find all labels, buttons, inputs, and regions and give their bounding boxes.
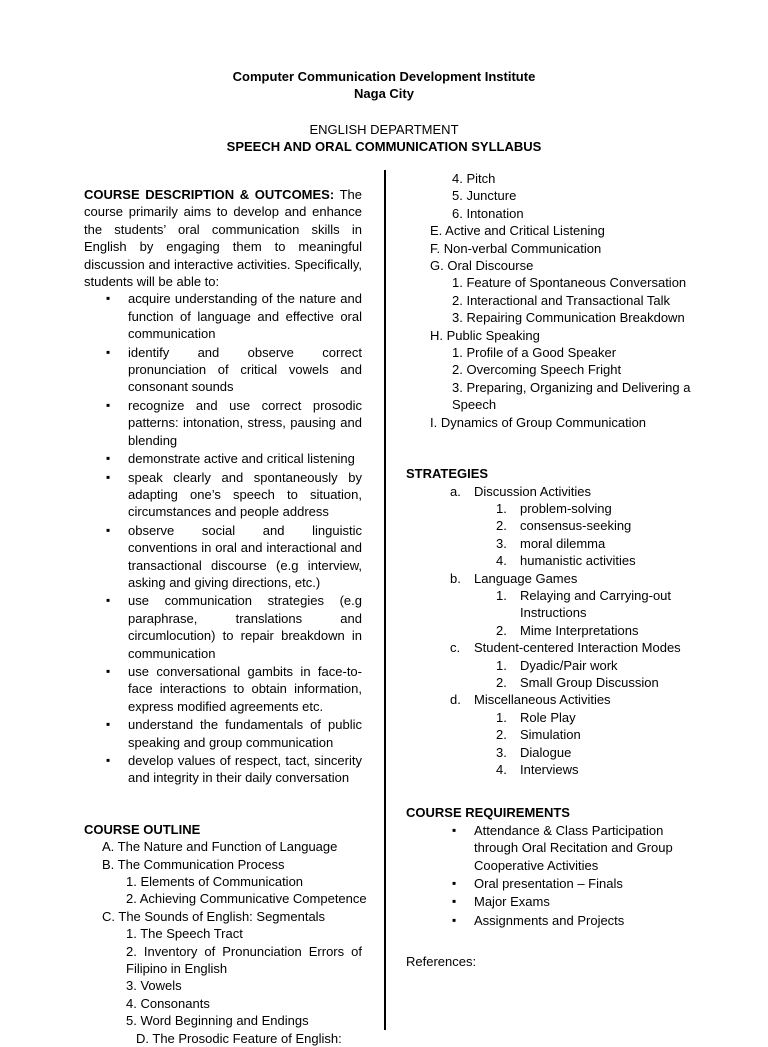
requirement-item: ▪ Attendance & Class Participation through Oral Recitation and Group Cooperative Activities [406, 822, 696, 874]
strategies-heading: STRATEGIES [406, 466, 489, 482]
outcome-item: ▪ develop values of respect, tact, sincerity and integrity in their daily conversation [84, 752, 362, 787]
syllabus-title: SPEECH AND ORAL COMMUNICATION SYLLABUS [226, 139, 542, 154]
course-description [84, 186, 362, 290]
outcomes-list [84, 290, 362, 786]
strategy-item: 2. Mime Interpretations [496, 622, 639, 638]
strategy-item: 1. Dyadic/Pair work [496, 657, 618, 673]
references-label: References: [406, 954, 477, 970]
outcome-item: ▪ recognize and use correct prosodic patterns: intonation, stress, pausing and blending [84, 397, 362, 449]
outcome-item: ▪ use conversational gambits in face-to-face interactions to obtain information, express modified agreements etc. [84, 663, 362, 715]
outcome-item: ▪ identify and observe correct pronunciation of critical vowels and consonant sounds [84, 344, 362, 396]
outline-item: 6. Intonation [452, 205, 524, 221]
outline-item: C. The Sounds of English: Segmentals [102, 908, 326, 924]
strategy-item: 4. Interviews [496, 762, 579, 777]
requirements-section [406, 804, 706, 929]
strategy-item: 1. Relaying and Carrying-out Instructions [496, 587, 672, 621]
outcome-item: ▪ speak clearly and spontaneously by adapting one’s speech to situation, circumstances and people address [84, 469, 362, 521]
description-heading: COURSE DESCRIPTION & OUTCOMES: [84, 187, 335, 202]
outcome-item: ▪ acquire understanding of the nature and function of language and effective oral communication [84, 290, 362, 342]
right-column [406, 170, 706, 971]
outline-item: E. Active and Critical Listening [430, 223, 605, 239]
institute-name: Computer Communication Development Institute [232, 69, 536, 84]
outline-item: B. The Communication Process [102, 856, 285, 872]
strategy-item: 2. Simulation [496, 727, 581, 743]
outline-item: G. Oral Discourse [430, 258, 534, 274]
outline-heading: COURSE OUTLINE [84, 821, 201, 837]
strategy-group: b. Language Games [450, 570, 578, 586]
strategy-item: 3. Dialogue [496, 744, 572, 760]
department-name: ENGLISH DEPARTMENT [309, 122, 459, 137]
strategy-item: 1. Role Play [496, 709, 576, 725]
strategy-item: 2. consensus-seeking [496, 518, 632, 534]
outline-item: I. Dynamics of Group Communication [430, 414, 647, 430]
outline-item: 2. Inventory of Pronunciation Errors of Filipino in English [126, 943, 362, 977]
outline-item: 4. Pitch [452, 171, 496, 186]
outline-item: A. The Nature and Function of Language [102, 839, 338, 855]
strategy-item: 1. problem-solving [496, 500, 612, 516]
department-header [0, 121, 768, 155]
outcome-item: ▪ understand the fundamentals of public speaking and group communication [84, 716, 362, 751]
outline-item: 1. The Speech Tract [126, 926, 243, 942]
outline-item: 1. Feature of Spontaneous Conversation [452, 275, 687, 291]
strategy-item: 3. moral dilemma [496, 535, 606, 551]
outline-item: 1. Elements of Communication [126, 874, 304, 890]
outcome-item: ▪ demonstrate active and critical listening [84, 450, 362, 467]
outcome-item: ▪ use communication strategies (e.g paraphrase, translations and circumlocution) to repair breakdown in communication [84, 592, 362, 662]
outline-item: 3. Repairing Communication Breakdown [452, 310, 685, 326]
outline-item: 2. Overcoming Speech Fright [452, 362, 622, 378]
strategy-group: d. Miscellaneous Activities [450, 692, 611, 708]
institute-header [0, 68, 768, 102]
outline-item: H. Public Speaking [430, 327, 540, 343]
outline-item: 1. Profile of a Good Speaker [452, 345, 617, 361]
strategy-item: 4. humanistic activities [496, 553, 636, 569]
outline-item: 2. Interactional and Transactional Talk [452, 292, 671, 308]
requirement-item: ▪ Oral presentation – Finals [406, 875, 696, 892]
outline-item: F. Non-verbal Communication [430, 240, 602, 256]
strategy-group: a. Discussion Activities [450, 483, 592, 499]
requirements-heading: COURSE REQUIREMENTS [406, 805, 570, 821]
outline-item: 5. Juncture [452, 188, 517, 204]
outline-item: 3. Preparing, Organizing and Delivering a Speech [452, 379, 691, 413]
outline-item: 3. Vowels [126, 978, 182, 994]
outcome-item: ▪ observe social and linguistic conventions in oral and interactional and transactional discourse (e.g interview, asking and giving directions, etc.) [84, 522, 362, 592]
left-column [84, 186, 367, 1047]
outline-item: 5. Word Beginning and Endings [126, 1013, 309, 1029]
requirements-list [406, 822, 696, 929]
outline-item: D. The Prosodic Feature of English: [136, 1030, 342, 1046]
strategy-group: c. Student-centered Interaction Modes [450, 640, 681, 656]
city-name: Naga City [354, 86, 414, 101]
requirement-item: ▪ Assignments and Projects [406, 912, 696, 929]
requirement-item: ▪ Major Exams [406, 893, 696, 910]
outline-item: 4. Consonants [126, 995, 210, 1011]
column-divider [384, 170, 386, 1030]
strategy-item: 2. Small Group Discussion [496, 674, 659, 690]
description-intro: The course primarily aims to develop and enhance the students’ oral communication skills in English by engaging them to meaningful discussion and interactive activities. Specifically, students will be able to: [84, 187, 362, 290]
outline-item: 2. Achieving Communicative Competence [126, 891, 367, 907]
